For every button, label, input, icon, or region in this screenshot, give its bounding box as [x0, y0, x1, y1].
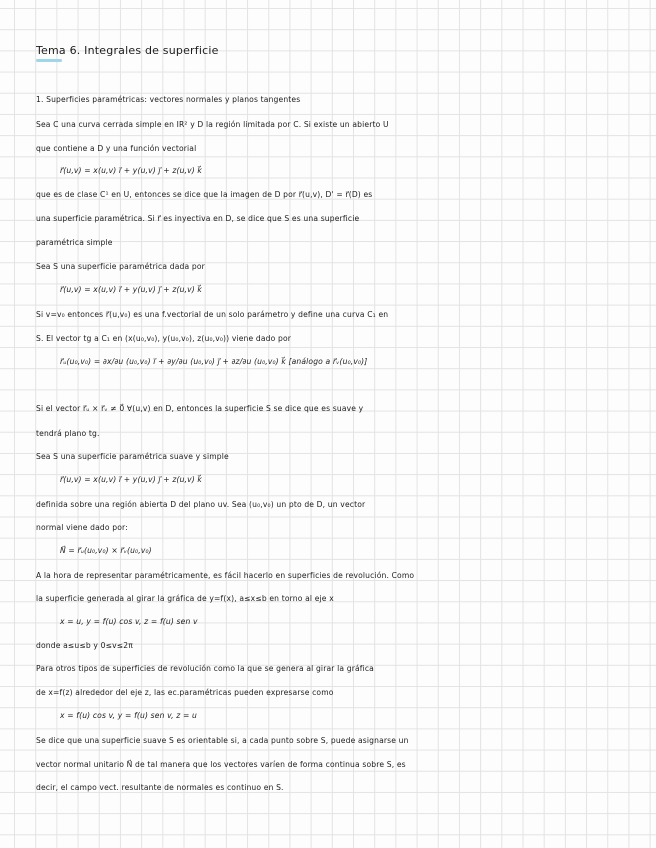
- formula-line: r⃗(u,v) = x(u,v) i⃗ + y(u,v) j⃗ + z(u,v) k⃗: [60, 166, 202, 175]
- text-line: Sea C una curva cerrada simple en IR² y D la región limitada por C. Si existe un abierto U: [36, 120, 389, 129]
- text-line: tendrá plano tg.: [36, 429, 100, 438]
- text-line: normal viene dado por:: [36, 523, 128, 532]
- text-line: A la hora de representar paramétricamente, es fácil hacerlo en superficies de revolución. Como: [36, 571, 415, 580]
- formula-line: r⃗(u,v) = x(u,v) i⃗ + y(u,v) j⃗ + z(u,v) k⃗: [60, 285, 202, 294]
- text-line: de x=f(z) alrededor del eje z, las ec.paramétricas pueden expresarse como: [36, 688, 334, 697]
- section-heading: 1. Superficies paramétricas: vectores normales y planos tangentes: [36, 95, 301, 104]
- text-line: S. El vector tg a C₁ en (x(u₀,v₀), y(u₀,v₀), z(u₀,v₀)) viene dado por: [36, 334, 292, 343]
- formula-line: N⃗ = r⃗ᵤ(u₀,v₀) × r⃗ᵥ(u₀,v₀): [60, 546, 152, 555]
- text-line: Sea S una superficie paramétrica suave y simple: [36, 452, 229, 461]
- text-line: Para otros tipos de superficies de revolución como la que se genera al girar la gráfica: [36, 664, 374, 673]
- text-line: que contiene a D y una función vectorial: [36, 144, 197, 153]
- text-line: que es de clase C¹ en U, entonces se dice que la imagen de D por r⃗(u,v), D' = r⃗(D) es: [36, 190, 373, 199]
- page-title: Tema 6. Integrales de superficie: [36, 44, 219, 57]
- text-line: Si el vector r⃗ᵤ × r⃗ᵥ ≠ 0⃗ ∀(u,v) en D, entonces la superficie S se dice que es suave y: [36, 404, 364, 413]
- text-line: una superficie paramétrica. Si r⃗ es inyectiva en D, se dice que S es una superficie: [36, 214, 360, 223]
- title-highlight: [36, 59, 62, 62]
- text-line: vector normal unitario N⃗ de tal manera que los vectores varíen de forma continua sobre S, es: [36, 760, 406, 769]
- text-line: paramétrica simple: [36, 238, 113, 247]
- text-line: la superficie generada al girar la gráfica de y=f(x), a≤x≤b en torno al eje x: [36, 594, 334, 603]
- text-line: Sea S una superficie paramétrica dada por: [36, 262, 205, 271]
- text-line: decir, el campo vect. resultante de normales es continuo en S.: [36, 783, 284, 792]
- text-line: Se dice que una superficie suave S es orientable si, a cada punto sobre S, puede asignarse un: [36, 736, 409, 745]
- formula-line: x = u, y = f(u) cos v, z = f(u) sen v: [60, 617, 198, 626]
- text-line: definida sobre una región abierta D del plano uv. Sea (u₀,v₀) un pto de D, un vector: [36, 500, 366, 509]
- text-line: Si v=v₀ entonces r⃗(u,v₀) es una f.vectorial de un solo parámetro y define una curva C₁ en: [36, 310, 389, 319]
- text-line: donde a≤u≤b y 0≤v≤2π: [36, 641, 133, 650]
- page-title-block: [36, 44, 219, 57]
- formula-line: r⃗(u,v) = x(u,v) i⃗ + y(u,v) j⃗ + z(u,v) k⃗: [60, 475, 202, 484]
- formula-line: x = f(u) cos v, y = f(u) sen v, z = u: [60, 711, 198, 720]
- formula-line: r⃗ᵤ(u₀,v₀) = ∂x/∂u (u₀,v₀) i⃗ + ∂y/∂u (u₀,v₀) j⃗ + ∂z/∂u (u₀,v₀) k⃗ [análogo a r⃗ᵥ(u₀,v₀)]: [60, 357, 368, 366]
